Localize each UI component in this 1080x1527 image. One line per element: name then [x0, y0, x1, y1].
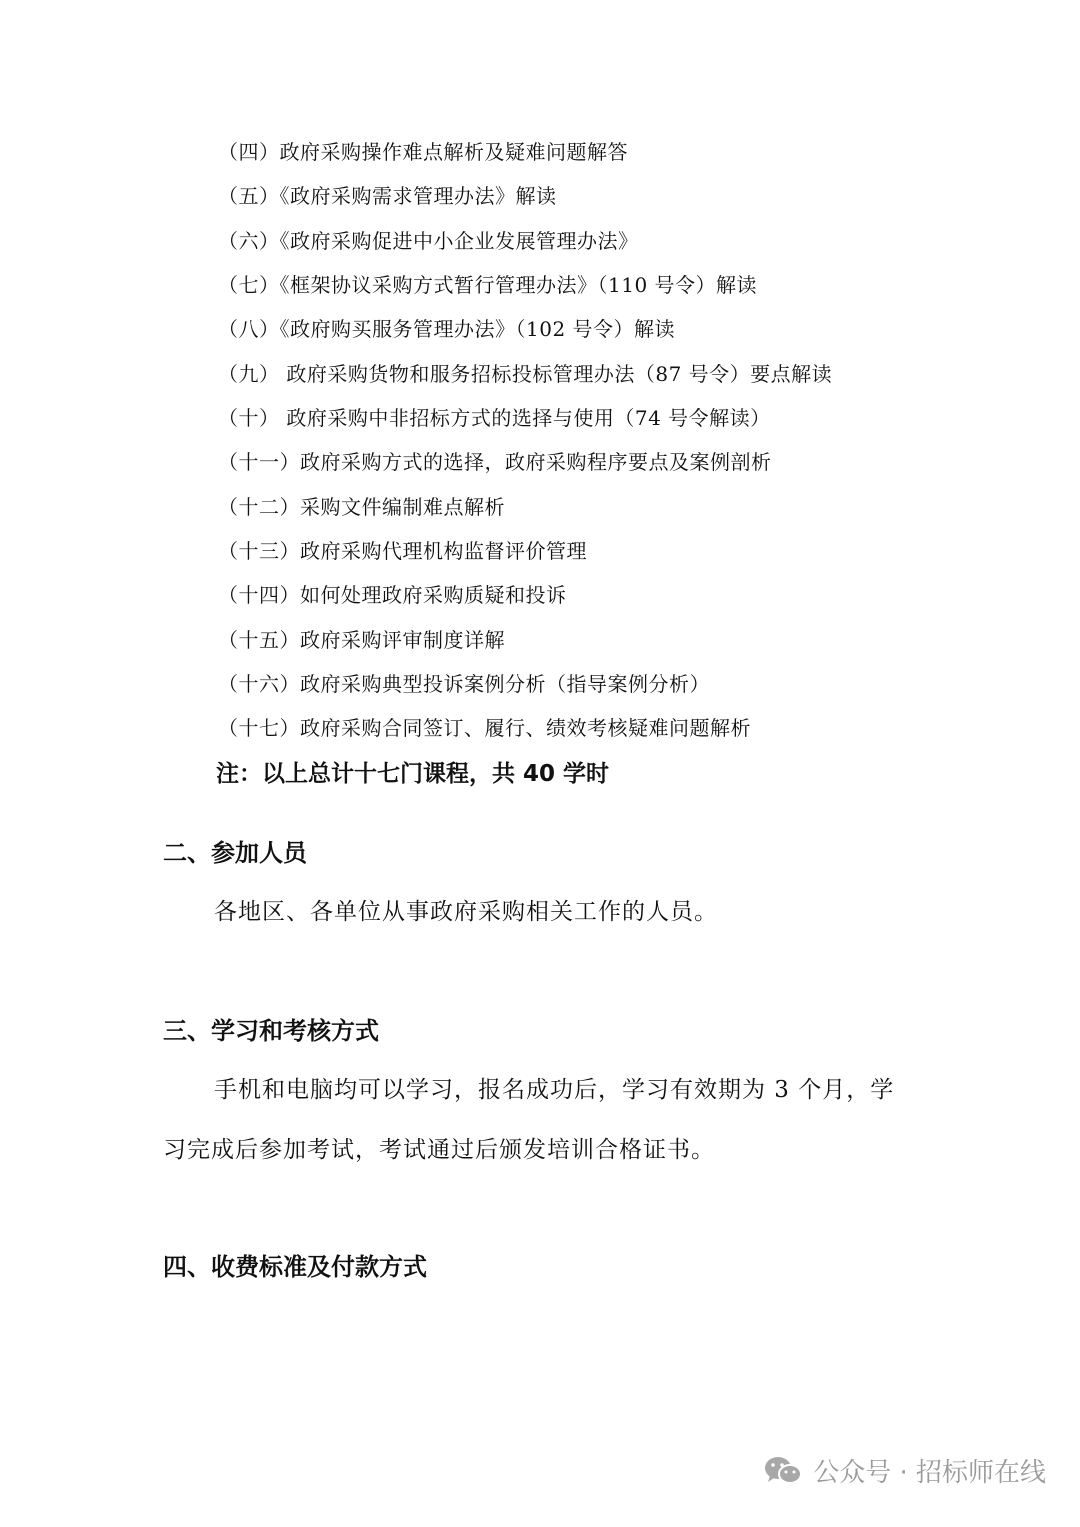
- course-item: （六）《政府采购促进中小企业发展管理办法》: [218, 229, 639, 253]
- study-method-text-line2: 习完成后参加考试，考试通过后颁发培训合格证书。: [163, 1137, 715, 1163]
- wechat-watermark: [763, 1452, 1046, 1489]
- course-item: （十） 政府采购中非招标方式的选择与使用（74 号令解读）: [218, 406, 771, 430]
- course-item: （十五）政府采购评审制度详解: [218, 628, 505, 652]
- course-item: （十六）政府采购典型投诉案例分析（指导案例分析）: [218, 672, 710, 696]
- section-heading-participants: 二、参加人员: [163, 839, 307, 867]
- wechat-icon: [763, 1454, 803, 1488]
- course-item: （十七）政府采购合同签订、履行、绩效考核疑难问题解析: [218, 716, 751, 740]
- course-item: （九） 政府采购货物和服务招标投标管理办法（87 号令）要点解读: [218, 362, 833, 386]
- course-item: （七）《框架协议采购方式暂行管理办法》（110 号令）解读: [218, 273, 758, 297]
- course-item: （十四）如何处理政府采购质疑和投诉: [218, 583, 567, 607]
- participants-text: 各地区、各单位从事政府采购相关工作的人员。: [214, 899, 718, 925]
- course-item: （十二）采购文件编制难点解析: [218, 495, 505, 519]
- section-heading-fees: 四、收费标准及付款方式: [163, 1253, 427, 1281]
- course-total-note: 注：以上总计十七门课程，共 40 学时: [216, 761, 610, 787]
- course-item: （十一）政府采购方式的选择，政府采购程序要点及案例剖析: [218, 450, 772, 474]
- study-method-text-line1: 手机和电脑均可以学习，报名成功后，学习有效期为 3 个月，学: [214, 1077, 895, 1103]
- course-item: （十三）政府采购代理机构监督评价管理: [218, 539, 587, 563]
- course-item: （四）政府采购操作难点解析及疑难问题解答: [218, 140, 628, 164]
- course-item: （五）《政府采购需求管理办法》解读: [218, 184, 557, 208]
- course-item: （八）《政府购买服务管理办法》（102 号令）解读: [218, 317, 676, 341]
- section-heading-study-method: 三、学习和考核方式: [163, 1017, 379, 1045]
- watermark-text: 公众号 · 招标师在线: [813, 1458, 1046, 1488]
